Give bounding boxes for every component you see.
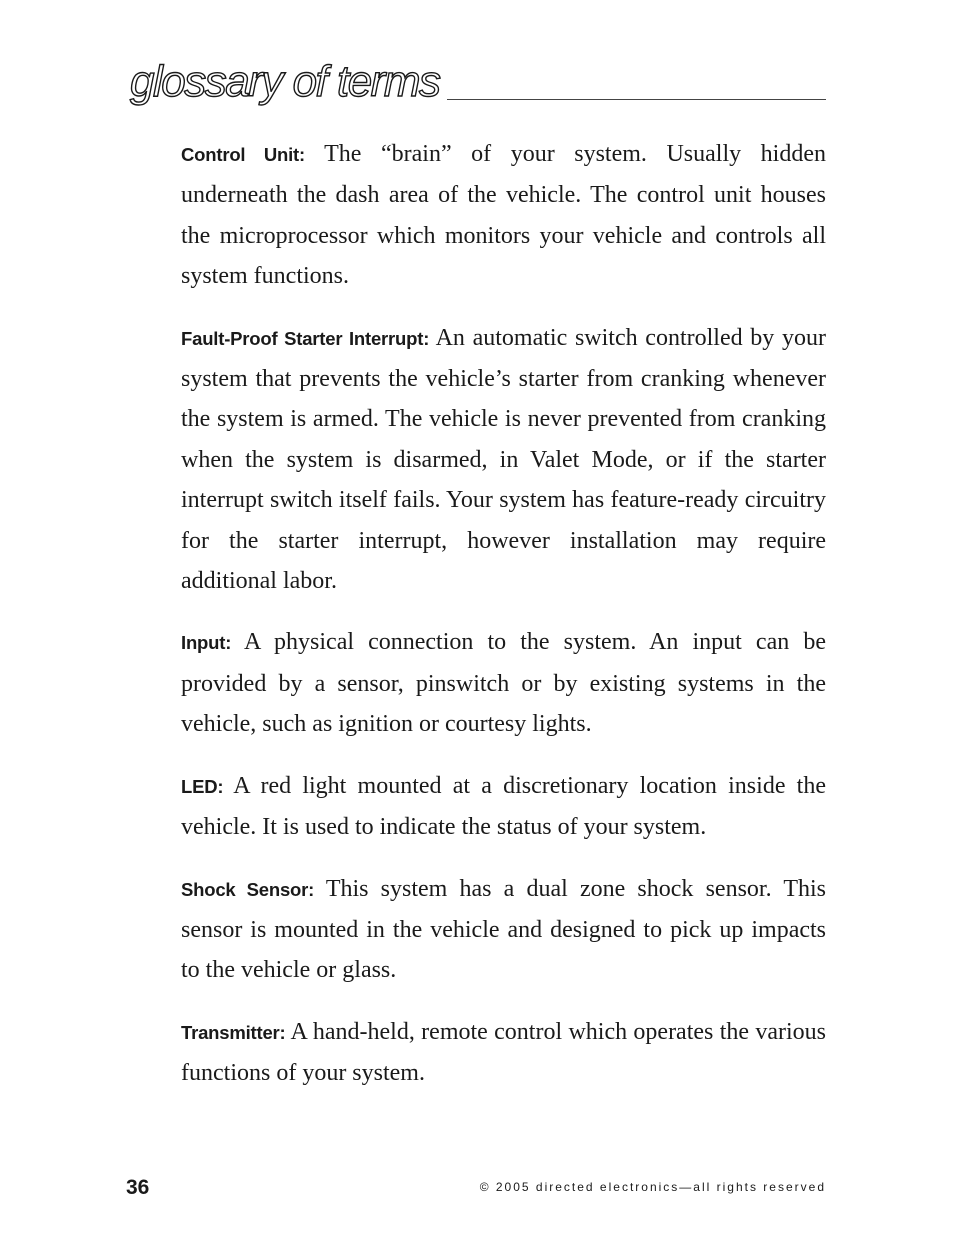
- glossary-entry: [181, 1012, 826, 1094]
- glossary-term: Control Unit:: [181, 144, 305, 165]
- glossary-entry: [181, 766, 826, 848]
- glossary-definition: This system has a dual zone shock sensor. This sensor is mounted in the vehicle and designed to pick up impacts to the vehicle or glass.: [181, 875, 826, 984]
- glossary-definition: A hand-held, remote control which operates the various functions of your system.: [181, 1018, 826, 1087]
- glossary-term: Fault-Proof Starter Interrupt:: [181, 327, 430, 349]
- glossary-term: Transmitter:: [181, 1021, 286, 1043]
- glossary-definition: An automatic switch controlled by your system that prevents the vehicle’s starter from cranking whenever the system is armed. The vehicle is never prevented from cranking when the system is disarmed, in Valet Mode, or if the starter interrupt switch itself fails. Your system has feature-ready circuitry for the starter interrupt, however installation may require additional labor.: [181, 324, 826, 595]
- glossary-entry: [181, 318, 826, 602]
- glossary-list: [181, 134, 826, 1115]
- glossary-entry: [181, 134, 826, 297]
- glossary-definition: A physical connection to the system. An input can be provided by a sensor, pinswitch or by existing systems in the vehicle, such as ignition or courtesy lights.: [181, 629, 826, 738]
- glossary-definition: A red light mounted at a discretionary location inside the vehicle. It is used to indicate the status of your system.: [181, 772, 826, 841]
- page-heading: [130, 57, 826, 106]
- glossary-entry: [181, 869, 826, 991]
- copyright-footer: © 2005 directed electronics—all rights reserved: [479, 1180, 826, 1194]
- page-title: glossary of terms: [130, 58, 447, 106]
- glossary-term: Shock Sensor:: [181, 878, 315, 900]
- glossary-term: Input:: [181, 632, 232, 654]
- glossary-entry: [181, 622, 826, 744]
- page-number: 36: [126, 1176, 150, 1199]
- glossary-term: LED:: [181, 775, 224, 797]
- glossary-definition: The “brain” of your system. Usually hidden underneath the dash area of the vehicle. The control unit houses the microprocessor which monitors your vehicle and controls all system functions.: [181, 141, 826, 290]
